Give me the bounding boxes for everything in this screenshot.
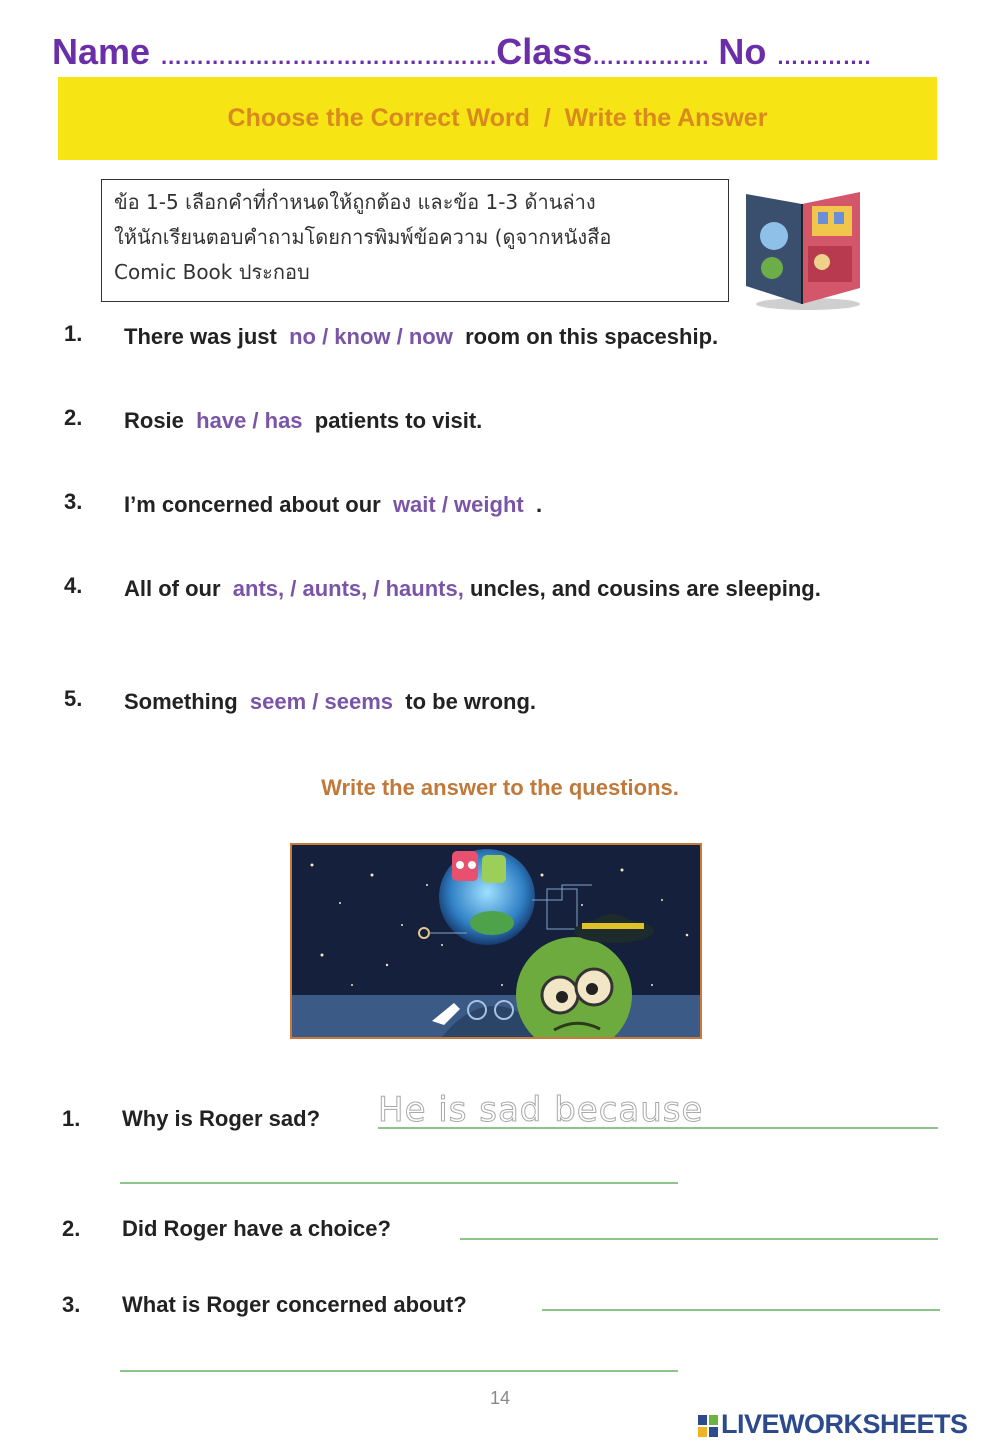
liveworksheets-logo-icon: [698, 1415, 718, 1437]
question-text-end: patients to visit.: [308, 408, 483, 433]
question-text-end: .: [529, 492, 543, 517]
instructions-box: [101, 179, 729, 302]
question-text: Rosie: [124, 408, 191, 433]
student-info-header: [52, 28, 982, 76]
answer-1-input[interactable]: [378, 1127, 938, 1129]
question-text-end: room on this spaceship.: [458, 324, 719, 349]
spaceship-scene-image: [290, 843, 702, 1039]
question-text: There was just: [124, 324, 283, 349]
banner-title: Choose the Correct Word / Write the Answer: [227, 104, 768, 132]
liveworksheets-logo[interactable]: [698, 1408, 968, 1440]
answer-3-continued-input[interactable]: [120, 1370, 678, 1372]
name-label: Name: [52, 31, 151, 72]
question-text: Why is Roger sad?: [122, 1106, 321, 1131]
write-section-title: Write the answer to the questions.: [321, 775, 679, 800]
answer-tracing-hint: He is sad because: [378, 1090, 704, 1130]
answer-3-input[interactable]: [542, 1309, 940, 1311]
number-label: No: [718, 31, 767, 72]
instructions-line-1: ข้อ 1-5 เลือกคำที่กำหนดให้ถูกต้อง และข้อ 1-3 ด้านล่าง: [114, 190, 596, 214]
comic-book-icon: [742, 186, 866, 312]
answer-2-input[interactable]: [460, 1238, 938, 1240]
question-text-end: to be wrong.: [399, 689, 537, 714]
title-banner: [58, 77, 937, 160]
question-number: 2.: [62, 1216, 81, 1241]
word-options-dropdown[interactable]: ants, / aunts, / haunts,: [232, 576, 464, 601]
page-number: 14: [489, 1388, 511, 1408]
word-options-dropdown[interactable]: wait / weight: [392, 492, 524, 517]
question-number: 5.: [64, 686, 83, 711]
name-field[interactable]: ……………………………………….: [160, 44, 497, 69]
question-text: Something: [124, 689, 244, 714]
question-number: 1.: [64, 321, 83, 346]
question-text: I’m concerned about our: [124, 492, 387, 517]
word-options-dropdown[interactable]: have / has: [196, 408, 303, 433]
scene-illustration: [292, 845, 700, 1037]
class-label: Class: [496, 31, 593, 72]
number-field[interactable]: ………….: [776, 44, 871, 69]
word-options-dropdown[interactable]: seem / seems: [249, 689, 394, 714]
question-number: 4.: [64, 573, 83, 598]
answer-1-continued-input[interactable]: [120, 1182, 678, 1184]
question-number: 3.: [64, 489, 83, 514]
question-text-end: uncles, and cousins are sleeping.: [469, 576, 821, 601]
question-number: 2.: [64, 405, 83, 430]
class-field[interactable]: …………….: [592, 44, 709, 69]
word-options-dropdown[interactable]: no / know / now: [289, 324, 453, 349]
instructions-line-3: Comic Book ประกอบ: [114, 260, 310, 284]
question-text: All of our: [124, 576, 227, 601]
question-number: 1.: [62, 1106, 81, 1131]
instructions-line-2: ให้นักเรียนตอบคำถามโดยการพิมพ์ข้อความ (ดูจากหนังสือ: [114, 225, 612, 249]
question-text: Did Roger have a choice?: [122, 1216, 391, 1241]
question-number: 3.: [62, 1292, 81, 1317]
question-text: What is Roger concerned about?: [122, 1292, 467, 1317]
logo-text: LIVEWORKSHEETS: [721, 1409, 968, 1439]
